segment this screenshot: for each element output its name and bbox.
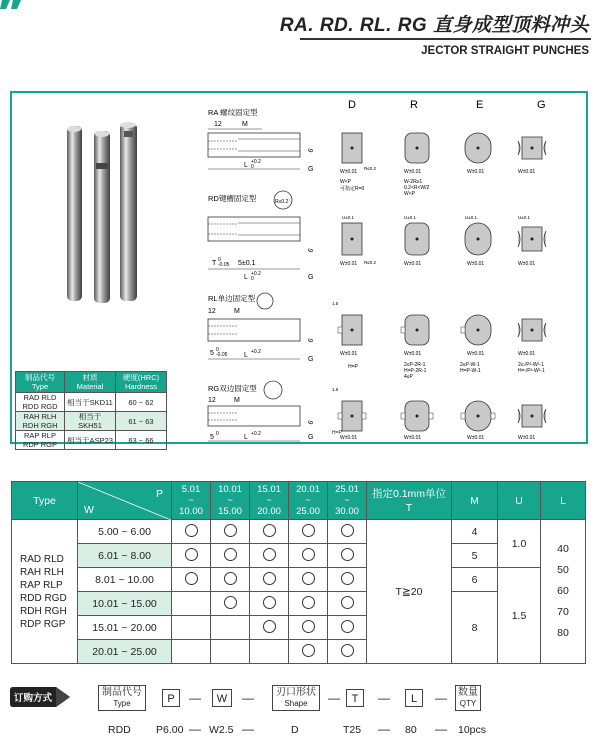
example-l: 80 — [405, 724, 417, 736]
svg-text:W±0.01: W±0.01 — [340, 435, 358, 441]
p-range-header: 15.01 ~ 20.00 — [250, 482, 289, 520]
available-mark — [224, 596, 237, 609]
svg-text:G: G — [308, 434, 314, 441]
row-ra-drawing — [208, 107, 315, 173]
available-mark — [302, 572, 315, 585]
svg-text:W±0.01: W±0.01 — [340, 261, 358, 267]
svg-text:6: 6 — [307, 147, 316, 154]
separator: — — [242, 722, 254, 736]
svg-text:RG双边固定型: RG双边固定型 — [208, 384, 257, 393]
svg-text:W±0.01: W±0.01 — [404, 435, 422, 441]
svg-text:U±0.1: U±0.1 — [342, 215, 354, 220]
mat-row: RAP RLP RDP RGP 相当于ASP23 63 ~ 66 — [16, 431, 167, 450]
svg-text:4≤P: 4≤P — [404, 374, 413, 380]
svg-text:0: 0 — [218, 257, 221, 263]
row-rg-drawing — [208, 381, 315, 441]
title-rule — [300, 38, 591, 40]
section-ra-e — [465, 133, 491, 175]
section-rl-g — [518, 319, 546, 374]
svg-text:T: T — [212, 260, 217, 267]
separator: — — [378, 722, 390, 736]
svg-text:5: 5 — [210, 350, 214, 357]
section-rl-r — [401, 315, 429, 380]
svg-text:M: M — [234, 397, 240, 404]
example-shape: D — [291, 724, 299, 736]
available-mark — [341, 572, 354, 585]
m-value: 8 — [452, 592, 498, 664]
available-mark — [341, 644, 354, 657]
svg-text:RD键槽固定型: RD键槽固定型 — [208, 194, 257, 203]
order-badge: 订购方式 — [10, 685, 72, 709]
p-range-header: 25.01 ~ 30.00 — [328, 482, 367, 520]
section-ra-r — [404, 133, 430, 197]
p-range-header: 20.01 ~ 25.00 — [289, 482, 328, 520]
available-mark — [341, 620, 354, 633]
svg-text:W±0.01: W±0.01 — [340, 169, 358, 175]
svg-text:W±0.01: W±0.01 — [467, 169, 485, 175]
separator: — — [378, 691, 390, 705]
section-rg-r — [401, 401, 433, 441]
available-mark — [341, 596, 354, 609]
svg-text:0: 0 — [216, 347, 219, 353]
page-subtitle: JECTOR STRAIGHT PUNCHES — [421, 45, 589, 57]
svg-text:W±0.01: W±0.01 — [518, 351, 536, 357]
available-mark — [185, 572, 198, 585]
svg-text:W±0.01: W±0.01 — [467, 435, 485, 441]
svg-text:L: L — [244, 274, 248, 281]
svg-text:5±0.1: 5±0.1 — [238, 260, 256, 267]
svg-text:U±0.1: U±0.1 — [465, 215, 477, 220]
svg-text:12: 12 — [214, 121, 222, 128]
svg-text:0: 0 — [216, 431, 219, 437]
svg-text:R≤0.2: R≤0.2 — [364, 260, 376, 265]
svg-text:+0.2: +0.2 — [251, 271, 261, 277]
svg-text:+0.2: +0.2 — [251, 159, 261, 165]
svg-text:可指定R=0: 可指定R=0 — [340, 186, 365, 192]
svg-text:W±0.01: W±0.01 — [404, 261, 422, 267]
section-rl-e — [460, 315, 491, 374]
example-qty: 10pcs — [458, 724, 487, 736]
svg-text:U±0.1: U±0.1 — [404, 215, 416, 220]
svg-text:L: L — [244, 162, 248, 169]
available-mark — [263, 548, 276, 561]
available-mark — [224, 572, 237, 585]
available-mark — [263, 524, 276, 537]
svg-text:W<P: W<P — [404, 191, 415, 197]
section-ra-g — [518, 137, 546, 175]
separator: — — [189, 722, 201, 736]
order-qty-field: 数量 QTY — [455, 685, 481, 711]
example-type: RDD — [108, 724, 131, 736]
separator: — — [242, 691, 254, 705]
svg-text:6: 6 — [307, 337, 316, 344]
svg-text:M: M — [242, 121, 248, 128]
row-rd-drawing — [208, 191, 315, 282]
svg-text:2≤P-W-1: 2≤P-W-1 — [460, 362, 480, 368]
svg-text:W±0.01: W±0.01 — [467, 351, 485, 357]
available-mark — [302, 524, 315, 537]
row-rl-drawing — [208, 293, 315, 363]
svg-text:W-2R≥1: W-2R≥1 — [404, 179, 423, 185]
type-list: RAD RLD RAH RLH RAP RLP RDD RGD RDH RGH RDP RGP — [12, 520, 78, 664]
col-label-r: R — [410, 99, 418, 111]
svg-text:L: L — [244, 352, 248, 359]
svg-text:H=√P²-W²-1: H=√P²-W²-1 — [518, 368, 545, 374]
material-table — [15, 371, 167, 450]
available-mark — [302, 620, 315, 633]
available-mark — [302, 596, 315, 609]
svg-text:+0.2: +0.2 — [251, 431, 261, 437]
section-rl-d — [332, 301, 362, 370]
m-value: 6 — [452, 568, 498, 592]
section-rd-g — [518, 215, 546, 267]
svg-text:1.5: 1.5 — [332, 301, 339, 306]
svg-text:W±0.01: W±0.01 — [518, 261, 536, 267]
t-header: 指定0.1mm单位 T — [367, 482, 452, 520]
mat-row: RAH RLH RDH RGH 相当于SKH51 61 ~ 63 — [16, 412, 167, 431]
svg-text:-0.05: -0.05 — [216, 352, 228, 358]
mat-header-hardness: 硬度(HRC) Hardness — [116, 372, 167, 393]
svg-text:W±0.01: W±0.01 — [467, 261, 485, 267]
l-values: 40 50 60 70 80 — [541, 520, 586, 664]
available-mark — [224, 548, 237, 561]
svg-text:G: G — [308, 274, 314, 281]
col-label-g: G — [537, 99, 546, 111]
table-row — [12, 520, 586, 544]
svg-text:+0.2: +0.2 — [251, 349, 261, 355]
svg-text:W<P: W<P — [340, 179, 351, 185]
mat-row: RAD RLD RDD RGD 相当于SKD11 60 ~ 62 — [16, 393, 167, 412]
l-header: L — [541, 482, 586, 520]
separator: — — [328, 691, 340, 705]
m-value: 5 — [452, 544, 498, 568]
available-mark — [302, 644, 315, 657]
m-value: 4 — [452, 520, 498, 544]
svg-text:0: 0 — [251, 276, 254, 282]
available-mark — [341, 524, 354, 537]
w-range: 20.01 ~ 25.00 — [78, 640, 172, 664]
separator: — — [435, 722, 447, 736]
available-mark — [263, 596, 276, 609]
available-mark — [302, 548, 315, 561]
col-label-e: E — [476, 99, 484, 111]
example-t: T25 — [343, 724, 362, 736]
corner-logo-mark — [0, 0, 30, 10]
u-value: 1.0 — [498, 520, 541, 568]
w-range: 6.01 ~ 8.00 — [78, 544, 172, 568]
svg-text:6: 6 — [307, 247, 316, 254]
punch-photo — [67, 122, 137, 303]
col-label-d: D — [348, 99, 356, 111]
svg-text:5: 5 — [210, 434, 214, 441]
svg-text:12: 12 — [208, 397, 216, 404]
available-mark — [263, 572, 276, 585]
page-title: RA. RD. RL. RG 直身成型顶料冲头 — [279, 15, 589, 36]
svg-text:RA 螺纹固定型: RA 螺纹固定型 — [208, 108, 258, 117]
separator: — — [189, 691, 201, 705]
p-range-header: 5.01 ~ 10.00 — [172, 482, 211, 520]
table-row — [12, 568, 586, 592]
svg-text:6: 6 — [307, 419, 316, 426]
section-rd-e — [465, 215, 491, 267]
w-range: 8.01 ~ 10.00 — [78, 568, 172, 592]
p-range-header: 10.01 ~ 15.00 — [211, 482, 250, 520]
svg-text:W±0.01: W±0.01 — [404, 351, 422, 357]
svg-text:W±0.01: W±0.01 — [404, 169, 422, 175]
svg-text:RL单边固定型: RL单边固定型 — [208, 294, 256, 303]
mat-header-type: 制品代号 Type — [16, 372, 65, 393]
svg-text:12: 12 — [208, 308, 216, 315]
svg-text:H=P-W-1: H=P-W-1 — [460, 368, 481, 374]
rg-d-note: H=P — [332, 430, 342, 436]
available-mark — [224, 524, 237, 537]
available-mark — [263, 620, 276, 633]
svg-text:L: L — [244, 434, 248, 441]
svg-text:G: G — [308, 356, 314, 363]
svg-text:U±0.1: U±0.1 — [518, 215, 530, 220]
example-w: W2.5 — [209, 724, 234, 736]
section-rd-d — [340, 215, 376, 267]
order-shape-field: 刃口形状 Shape — [272, 685, 320, 711]
svg-text:2≤√P²-W²-1: 2≤√P²-W²-1 — [518, 362, 544, 368]
svg-text:G: G — [308, 166, 314, 173]
svg-text:M: M — [234, 308, 240, 315]
order-type-field: 制品代号 Type — [98, 685, 146, 711]
svg-text:R≤0.2: R≤0.2 — [275, 199, 289, 205]
svg-text:1.5: 1.5 — [332, 387, 339, 392]
available-mark — [185, 548, 198, 561]
svg-text:H=P-2R-1: H=P-2R-1 — [404, 368, 427, 374]
w-range: 10.01 ~ 15.00 — [78, 592, 172, 616]
svg-text:R≤0.2: R≤0.2 — [364, 166, 376, 171]
available-mark — [341, 548, 354, 561]
svg-text:-0.05: -0.05 — [218, 262, 230, 268]
t-value: T≧20 — [367, 520, 452, 664]
separator: — — [435, 691, 447, 705]
type-header: Type — [12, 482, 78, 520]
section-rg-e — [461, 401, 495, 441]
svg-text:0: 0 — [251, 164, 254, 170]
svg-text:W±0.01: W±0.01 — [518, 169, 536, 175]
m-header: M — [452, 482, 498, 520]
w-range: 5.00 ~ 6.00 — [78, 520, 172, 544]
example-p: P6.00 — [156, 724, 184, 736]
section-ra-d — [340, 133, 376, 192]
order-l-field: L — [405, 689, 423, 707]
spec-table — [11, 481, 586, 664]
w-range: 15.01 ~ 20.00 — [78, 616, 172, 640]
section-rd-r — [404, 215, 429, 267]
svg-text:0.2<R<W/2: 0.2<R<W/2 — [404, 185, 430, 191]
order-p-field: P — [162, 689, 180, 707]
available-mark — [185, 524, 198, 537]
order-t-field: T — [346, 689, 364, 707]
mat-header-material: 材质 Material — [65, 372, 116, 393]
svg-text:H=P: H=P — [348, 364, 358, 370]
section-rg-g — [518, 405, 546, 441]
pw-header: P W — [78, 482, 172, 520]
svg-text:2≤P-2R-1: 2≤P-2R-1 — [404, 362, 426, 368]
svg-text:W±0.01: W±0.01 — [518, 435, 536, 441]
u-header: U — [498, 482, 541, 520]
svg-text:W±0.01: W±0.01 — [340, 351, 358, 357]
u-value: 1.5 — [498, 568, 541, 664]
order-w-field: W — [212, 689, 232, 707]
